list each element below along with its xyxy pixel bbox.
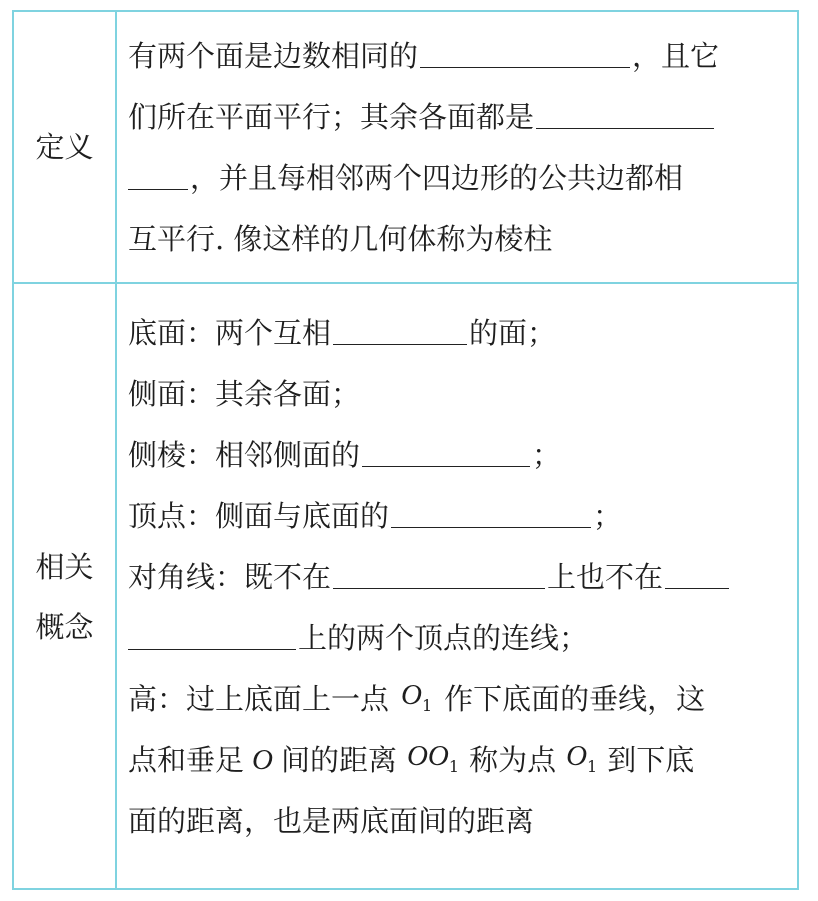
concept-base (128, 303, 793, 364)
definition-line-1 (128, 26, 793, 87)
height-text-2c: 称为点 (469, 743, 557, 777)
point-O1: $O_1$ (566, 739, 598, 776)
row-divider (14, 282, 797, 284)
definition-label: 定义 (35, 130, 94, 164)
definition-line-2 (128, 87, 793, 148)
definition-line-3 (128, 148, 793, 209)
prism-definition-table (12, 10, 799, 890)
definition-text-4a: 互平行. 像这样的几何体称为棱柱 (128, 222, 553, 256)
answer-blank[interactable] (391, 505, 591, 528)
concept-height-1 (128, 669, 793, 730)
definition-line-4 (128, 209, 793, 270)
height-text-1a: 高：过上底面上一点 (128, 682, 390, 716)
answer-blank[interactable] (333, 322, 467, 345)
definition-text-1a: 有两个面是边数相同的 (128, 39, 419, 73)
height-text-1b: 作下底面的垂线，这 (444, 682, 706, 716)
column-divider (115, 12, 117, 888)
concepts-label-1: 相关 (35, 550, 94, 584)
diagonal-text-a: 对角线：既不在 (128, 560, 332, 594)
base-text-b: 的面； (469, 316, 557, 350)
definition-content (128, 26, 793, 270)
concepts-content (128, 303, 793, 852)
vertex-text-b: ； (593, 499, 623, 533)
diagonal-text-2: 上的两个顶点的连线； (298, 621, 589, 655)
vertex-text-a: 顶点：侧面与底面的 (128, 499, 390, 533)
concepts-label-2: 概念 (35, 610, 94, 644)
height-text-2a: 点和垂足 (128, 743, 245, 777)
answer-blank[interactable] (420, 45, 630, 68)
concept-side (128, 364, 793, 425)
answer-blank[interactable] (333, 566, 545, 589)
answer-blank[interactable] (128, 627, 296, 650)
base-text-a: 底面：两个互相 (128, 316, 332, 350)
diagonal-text-b: 上也不在 (547, 560, 664, 594)
side-text: 侧面：其余各面； (128, 377, 361, 411)
concept-vertex (128, 486, 793, 547)
point-O1: $O_1$ (401, 678, 433, 715)
height-text-2b: 间的距离 (280, 743, 397, 777)
height-text-3: 面的距离，也是两底面间的距离 (128, 804, 535, 838)
height-text-2d: 到下底 (607, 743, 695, 777)
answer-blank[interactable] (362, 444, 530, 467)
concept-diagonal-1 (128, 547, 793, 608)
edge-text-a: 侧棱：相邻侧面的 (128, 438, 361, 472)
segment-OO1: $OO_1$ (406, 739, 460, 776)
concept-edge (128, 425, 793, 486)
point-O: O (252, 744, 273, 776)
definition-text-2a: 们所在平面平行；其余各面都是 (128, 100, 535, 134)
answer-blank[interactable] (665, 566, 729, 589)
concept-diagonal-2 (128, 608, 793, 669)
edge-text-b: ； (532, 438, 562, 472)
definition-text-3a: ，并且每相邻两个四边形的公共边都相 (190, 161, 684, 195)
answer-blank[interactable] (128, 167, 188, 190)
concept-height-2 (128, 730, 793, 791)
definition-text-1b: ，且它 (632, 39, 720, 73)
concept-height-3 (128, 791, 793, 852)
answer-blank[interactable] (536, 106, 714, 129)
